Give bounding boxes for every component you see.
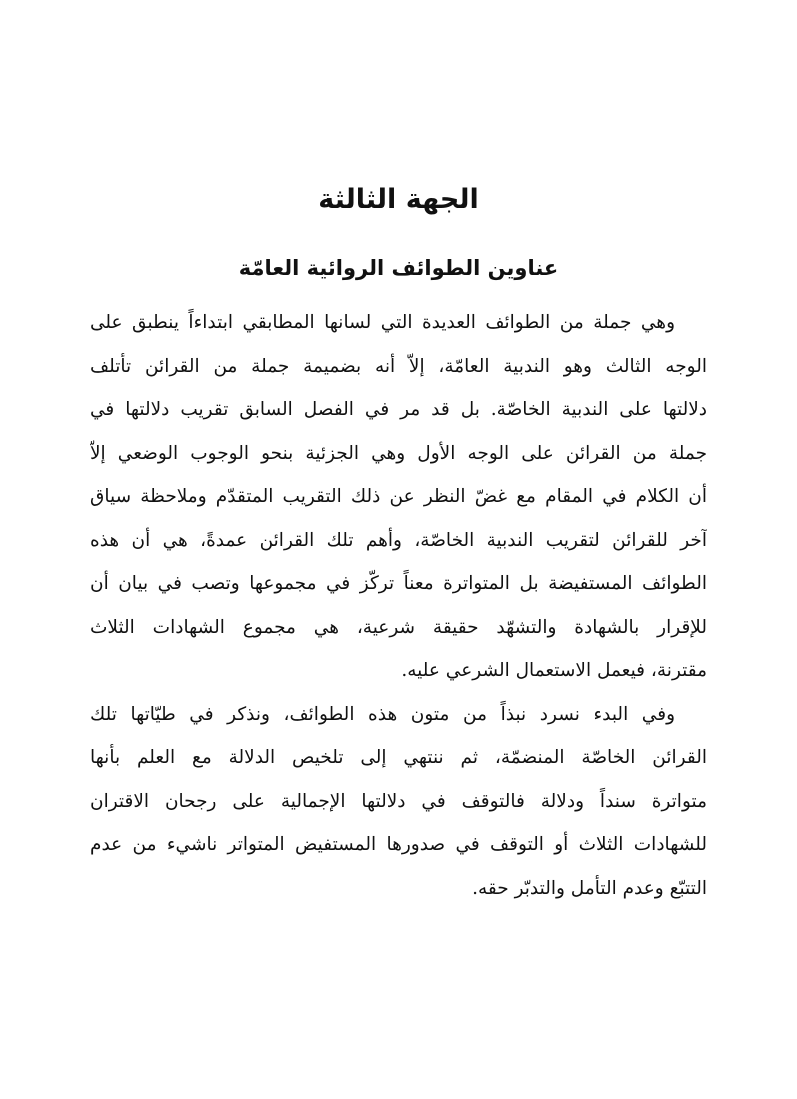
text-line: الطوائف المستفيضة بل المتواترة معناً تركّز في مجموعها وتصب في بيان أن <box>90 573 707 594</box>
text-line: وفي البدء نسرد نبذاً من متون هذه الطوائف، ونذكر في طيّاتها تلك <box>90 703 675 725</box>
text-line: التتبّع وعدم التأمل والتدبّر حقه. <box>472 877 707 899</box>
text-line: متواترة سنداً ودلالة فالتوقف في دلالتها الإجمالية على رجحان الاقتران <box>90 790 707 812</box>
chapter-title: الجهة الثالثة <box>318 184 479 215</box>
text-line: آخر للقرائن لتقريب الندبية الخاصّة، وأهم تلك القرائن عمدةً، هي أن هذه <box>90 529 707 551</box>
text-line: القرائن الخاصّة المنضمّة، ثم ننتهي إلى تلخيص الدلالة مع العلم بأنها <box>90 747 707 768</box>
text-line: جملة من القرائن على الوجه الأول وهي الجزئية بنحو الوجوب الوضعي إلاّ <box>90 442 707 464</box>
text-line: دلالتها على الندبية الخاصّة. بل قد مر في الفصل السابق تقريب دلالتها في <box>90 399 707 420</box>
text-line: مقترنة، فيعمل الاستعمال الشرعي عليه. <box>401 660 707 681</box>
text-line: أن الكلام في المقام مع غضّ النظر عن ذلك التقريب المتقدّم وملاحظة سياق <box>90 486 707 507</box>
section-title: عناوين الطوائف الروائية العامّة <box>238 256 559 280</box>
text-line: للشهادات الثلاث أو التوقف في صدورها المستفيض المتواتر ناشيء من عدم <box>90 834 707 855</box>
body-text <box>90 301 707 910</box>
text-line: للإقرار بالشهادة والتشهّد حقيقة شرعية، هي مجموع الشهادات الثلاث <box>90 616 707 638</box>
text-line: وهي جملة من الطوائف العديدة التي لسانها المطابقي ابتداءاً ينطبق على <box>90 312 675 333</box>
text-line: الوجه الثالث وهو الندبية العامّة، إلاّ أنه بضميمة جملة من القرائن تأتلف <box>90 355 707 377</box>
